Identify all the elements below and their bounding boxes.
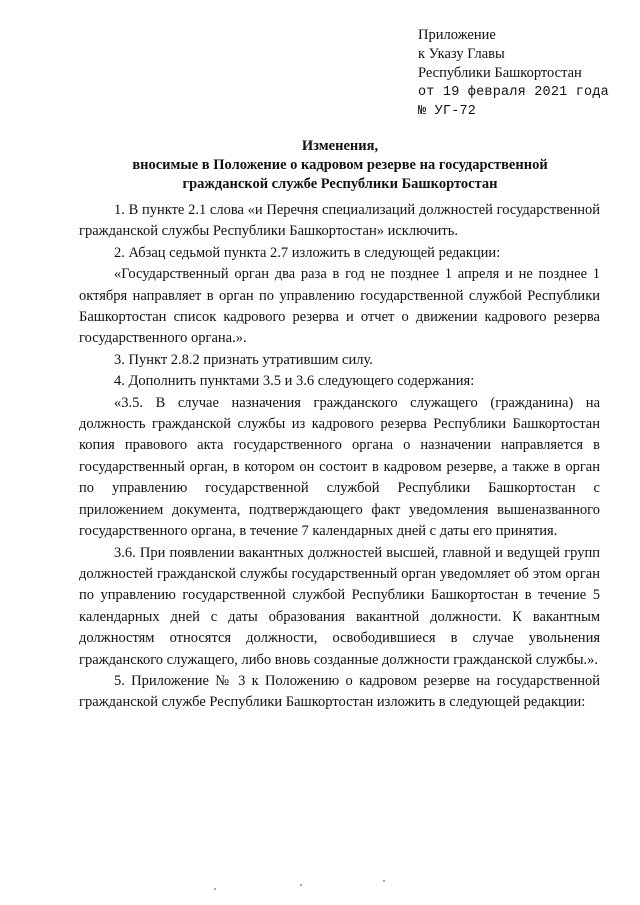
paragraph: 4. Дополнить пунктами 3.5 и 3.6 следующего содержания:: [114, 373, 475, 390]
paragraph: 1. В пункте 2.1 слова «и Перечня специализаций должностей государственной гражданской службы Республики Башкортостан» исключить.: [79, 202, 600, 240]
document-title: [60, 137, 620, 194]
scan-speck: [214, 888, 216, 890]
paragraph: 5. Приложение № 3 к Положению о кадровом резерве на государственной гражданской службе Республики Башкортостан изложить в следующей редакции:: [79, 672, 600, 711]
document-body: [79, 200, 600, 714]
paragraph: «3.5. В случае назначения гражданского служащего (гражданина) на должность гражданской службы из кадрового резерва Республики Башкортостан копия правового акта государственного органа о назначении направляется в государственный орган, в котором он состоит в кадровом резерве, а также в орган по управлению государственной службой Республики Башкортостан с приложением документа, подтверждающего факт уведомления вышеназванного государственного органа, в течение 7 календарных дней с даты его принятия.: [79, 394, 600, 540]
title-line: гражданской службе Республики Башкортостан: [182, 176, 498, 192]
title-line: вносимые в Положение о кадровом резерве на государственной: [132, 157, 548, 173]
annex-number: № УГ-72: [418, 104, 477, 119]
paragraph: 2. Абзац седьмой пункта 2.7 изложить в следующей редакции:: [114, 244, 501, 261]
scan-speck: [383, 880, 385, 882]
annex-date: от 19 февраля 2021 года: [418, 85, 609, 100]
title-line: Изменения,: [301, 138, 379, 154]
annex-line: Республики Башкортостан: [418, 65, 582, 81]
paragraph: 3. Пункт 2.8.2 признать утратившим силу.: [114, 351, 373, 368]
annex-line: к Указу Главы: [418, 46, 505, 62]
annex-line: Приложение: [418, 27, 496, 43]
paragraph: «Государственный орган два раза в год не позднее 1 апреля и не позднее 1 октября направляет в орган по управлению государственной службой Республики Башкортостан список кадрового резерва и отчет о движении кадрового резерва государственного органа.».: [79, 266, 600, 347]
annex-header: [418, 26, 609, 121]
scan-speck: [300, 884, 302, 886]
paragraph: 3.6. При появлении вакантных должностей высшей, главной и ведущей групп должностей гражданской службы государственный орган уведомляет об этом орган по управлению государственной службой Республики Башкортостан в течение 5 календарных дней с даты образования вакантной должности. К вакантным должностям относятся должности, освободившиеся в случае увольнения гражданского служащего, либо вновь созданные должности гражданской службы.».: [79, 544, 600, 668]
